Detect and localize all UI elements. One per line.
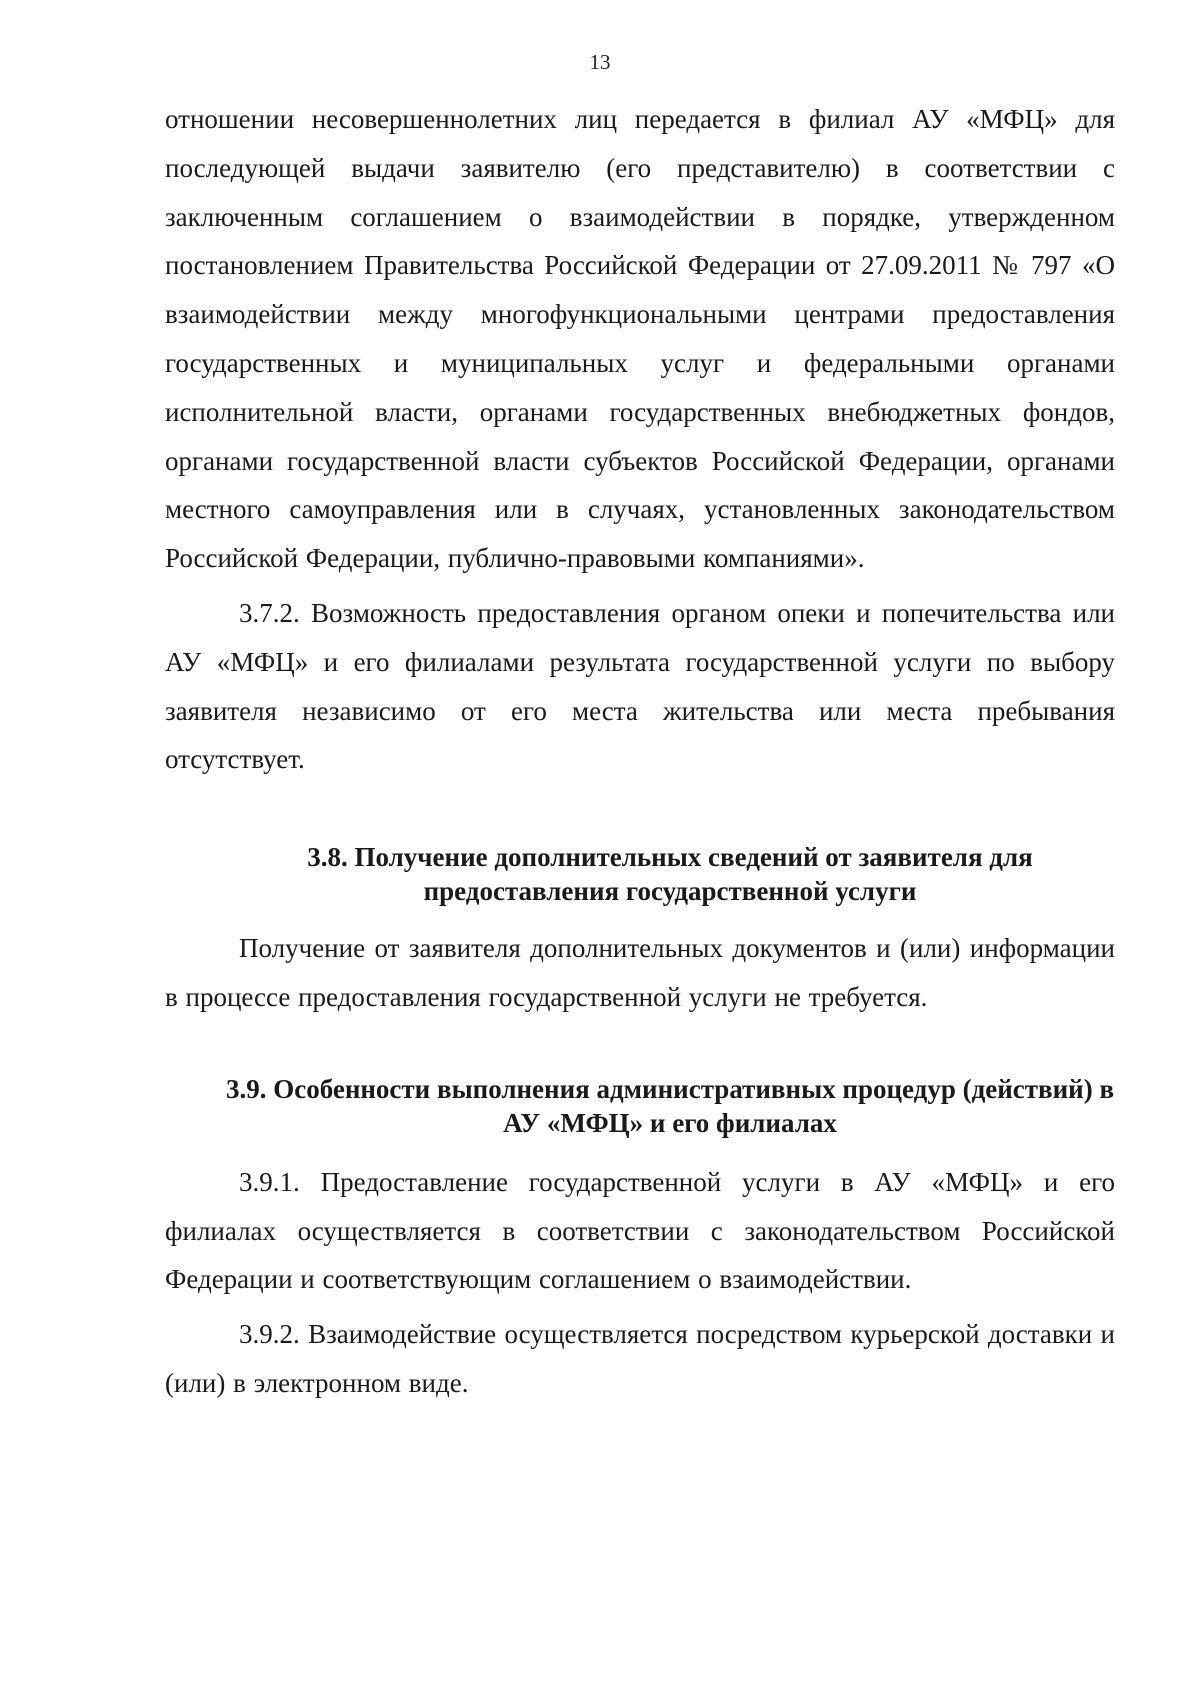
paragraph-3-8-text: Получение от заявителя дополнительных документов и (или) информации в процессе предоставления государственной услуги не требуется. — [165, 933, 1115, 1012]
document-body — [165, 95, 1115, 1408]
paragraph-3-9-1: 3.9.1. Предоставление государственной услуги в АУ «МФЦ» и его филиалах осуществляется в соответствии с законодательством Российской Федерации и соответствующим соглашением о взаимодействии. — [165, 1166, 1115, 1295]
section-3-8-title: 3.8. Получение дополнительных сведений от заявителя для предоставления государственной услуги — [307, 842, 1033, 907]
section-3-9-title: 3.9. Особенности выполнения административных процедур (действий) в АУ «МФЦ» и его филиалах — [225, 1073, 1115, 1138]
paragraph-continuation: отношении несовершеннолетних лиц передается в филиал АУ «МФЦ» для последующей выдачи заявителю (его представителю) в соответствии с заключенным соглашением о взаимодействии в порядке, утвержденном постановлением Правительства Российской Федерации от 27.09.2011 № 797 «О взаимодействии между многофункциональными центрами предоставления государственных и муниципальных услуг и федеральными органами исполнительной власти, органами государственных внебюджетных фондов, органами государственной власти субъектов Российской Федерации, органами местного самоуправления или в случаях, установленных законодательством Российской Федерации, публично-правовыми компаниями». — [165, 104, 1115, 574]
page-number: 13 — [589, 50, 611, 74]
paragraph-3-7-2: 3.7.2. Возможность предоставления органом опеки и попечительства или АУ «МФЦ» и его филиалами результата государственной услуги по выбору заявителя независимо от его места жительства или места пребывания отсутствует. — [165, 597, 1115, 775]
paragraph-3-9-2: 3.9.2. Взаимодействие осуществляется посредством курьерской доставки и (или) в электронном виде. — [165, 1319, 1115, 1398]
